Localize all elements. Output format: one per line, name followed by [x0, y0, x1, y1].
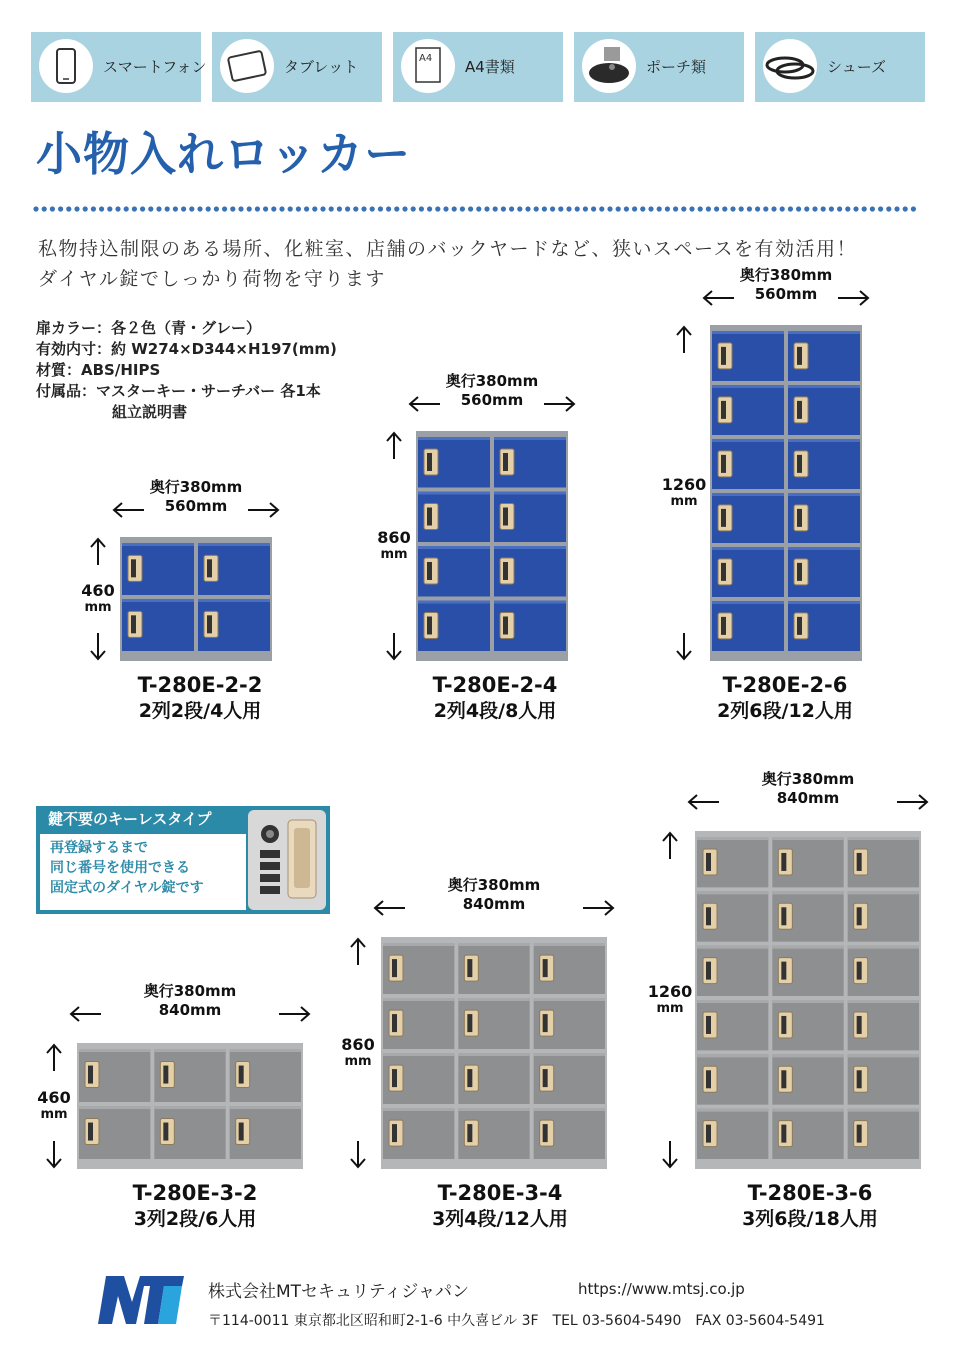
intro-line: ダイヤル錠でしっかり荷物を守ります	[38, 268, 386, 290]
width-value: 560mm	[164, 497, 228, 515]
height-unit: mm	[84, 600, 112, 615]
dimension-label	[77, 982, 303, 1020]
locker-illustration	[381, 937, 607, 1169]
product-description: 3列4段/12人用	[432, 1208, 568, 1230]
keyless-body	[40, 834, 246, 910]
width-value: 840mm	[158, 1001, 222, 1019]
product-label	[110, 1180, 280, 1232]
width-value: 560mm	[460, 391, 524, 409]
company-name: 株式会社MTセキュリティジャパン	[208, 1282, 470, 1302]
height-label	[68, 583, 128, 615]
product-model: T-280E-3-4	[437, 1181, 563, 1205]
width-value: 840mm	[462, 895, 526, 913]
locker-illustration	[416, 431, 568, 661]
product-model: T-280E-3-6	[747, 1181, 873, 1205]
dimension-label	[381, 876, 607, 914]
dotted-divider	[32, 204, 922, 214]
keyless-line: 再登録するまで	[50, 840, 148, 856]
height-unit: mm	[380, 547, 408, 562]
product-label	[120, 672, 280, 724]
product-model: T-280E-2-4	[432, 673, 558, 697]
product-description: 2列4段/8人用	[433, 700, 557, 722]
company-address: 〒114-0011 東京都北区昭和町2-1-6 中久喜ビル 3F TEL 03-5604-5490 FAX 03-5604-5491	[208, 1313, 825, 1329]
document-badge: A4	[419, 53, 433, 64]
product-label	[410, 1180, 590, 1232]
product-label	[700, 672, 870, 724]
keyless-heading: 鍵不要のキーレスタイプ	[48, 810, 212, 828]
height-unit: mm	[656, 1001, 684, 1016]
page-title: 小物入れロッカー	[36, 127, 412, 181]
category-tile-pouch	[574, 32, 744, 102]
height-value: 860	[341, 1035, 375, 1054]
spec-inner-size: 有効内寸：約 W274×D344×H197(mm)	[36, 340, 337, 358]
width-value: 840mm	[776, 789, 840, 807]
category-tile-smartphone	[31, 32, 207, 102]
dimension-label	[710, 266, 862, 304]
spec-list	[36, 318, 337, 423]
keyless-line: 固定式のダイヤル錠です	[50, 880, 204, 896]
shoes-icon	[763, 39, 817, 93]
keyless-line: 同じ番号を使用できる	[50, 860, 190, 876]
width-value: 560mm	[754, 285, 818, 303]
locker-illustration	[77, 1043, 303, 1169]
tablet-icon	[220, 39, 274, 93]
product-label	[720, 1180, 900, 1232]
height-label	[328, 1037, 388, 1069]
category-tile-tablet	[212, 32, 382, 102]
product-model: T-280E-2-2	[137, 673, 263, 697]
locker-illustration	[695, 831, 921, 1169]
product-description: 2列2段/4人用	[138, 700, 262, 722]
locker-illustration	[120, 537, 272, 661]
product-description: 2列6段/12人用	[717, 700, 853, 722]
product-label	[410, 672, 580, 724]
smartphone-icon	[39, 39, 93, 93]
height-label	[654, 477, 714, 509]
dial-lock-icon	[248, 810, 326, 910]
category-label: シューズ	[827, 58, 886, 76]
dimension-label	[416, 372, 568, 410]
spec-accessories: 付属品：マスターキー・サーチバー 各1本	[36, 382, 321, 400]
dimension-label	[120, 478, 272, 516]
spec-accessories-2: 組立説明書	[112, 403, 188, 421]
company-logo	[98, 1272, 184, 1326]
product-model: T-280E-3-2	[132, 1181, 258, 1205]
height-unit: mm	[344, 1054, 372, 1069]
spec-door-color: 扉カラー：各２色（青・グレー）	[36, 319, 262, 337]
company-url[interactable]: https://www.mtsj.co.jp	[578, 1280, 745, 1298]
depth-value: 奥行380mm	[447, 876, 541, 894]
height-label	[24, 1090, 84, 1122]
product-description: 3列2段/6人用	[133, 1208, 257, 1230]
pouch-icon	[582, 39, 636, 93]
height-label	[364, 530, 424, 562]
height-value: 860	[377, 528, 411, 547]
depth-value: 奥行380mm	[143, 982, 237, 1000]
height-value: 460	[37, 1088, 71, 1107]
depth-value: 奥行380mm	[149, 478, 243, 496]
product-model: T-280E-2-6	[722, 673, 848, 697]
category-label: スマートフォン	[103, 58, 207, 76]
category-label: ポーチ類	[646, 58, 707, 76]
intro-line: 私物持込制限のある場所、化粧室、店舗のバックヤードなど、狭いスペースを有効活用！	[38, 238, 858, 260]
category-tile-shoes	[755, 32, 925, 102]
height-unit: mm	[670, 494, 698, 509]
depth-value: 奥行380mm	[445, 372, 539, 390]
keyless-callout	[36, 806, 330, 914]
product-description: 3列6段/18人用	[742, 1208, 878, 1230]
depth-value: 奥行380mm	[761, 770, 855, 788]
depth-value: 奥行380mm	[739, 266, 833, 284]
height-value: 1260	[661, 475, 707, 494]
dimension-label	[695, 770, 921, 808]
height-unit: mm	[40, 1107, 68, 1122]
category-label: タブレット	[284, 58, 359, 76]
document-icon	[401, 39, 455, 93]
locker-illustration	[710, 325, 862, 661]
height-value: 460	[81, 581, 115, 600]
height-value: 1260	[647, 982, 693, 1001]
height-label	[640, 984, 700, 1016]
category-tile-a4	[393, 32, 563, 102]
category-label: A4書類	[465, 58, 515, 76]
spec-material: 材質：ABS/HIPS	[36, 361, 161, 379]
